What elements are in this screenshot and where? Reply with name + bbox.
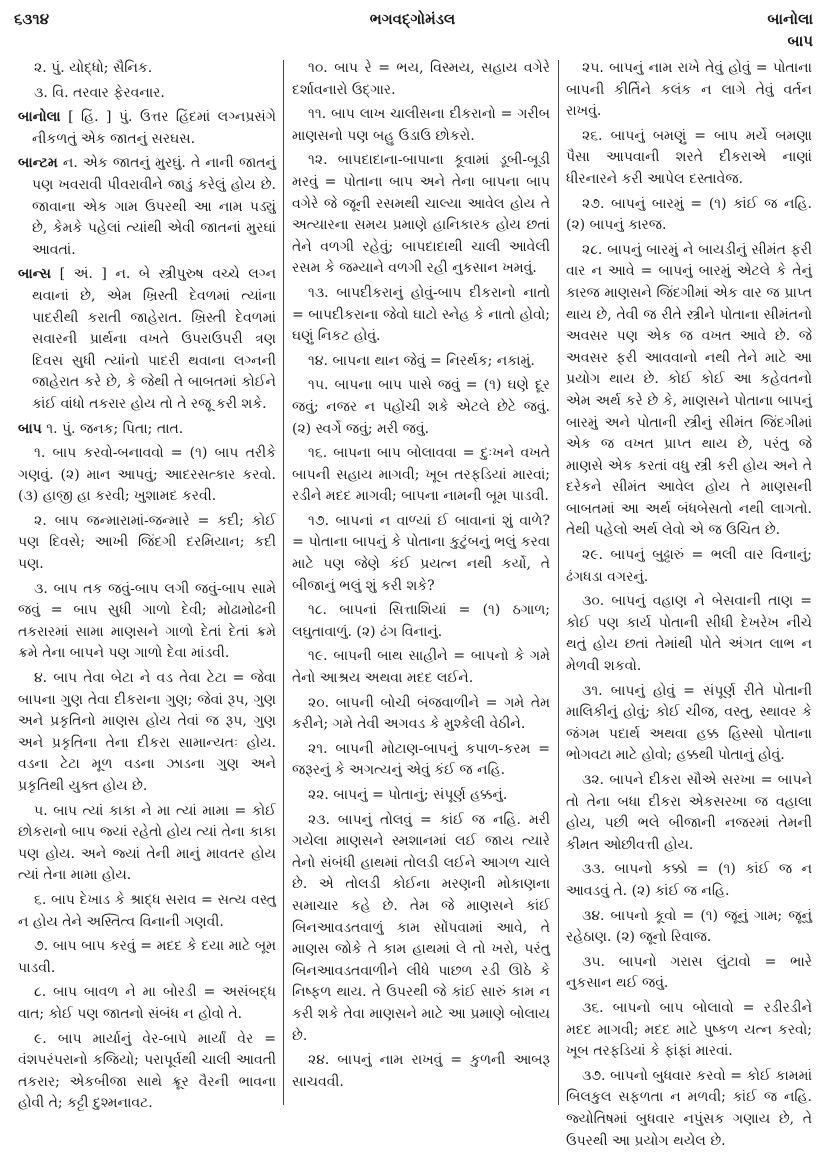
entry-text: ૩૨. બાપને દીકરા સૌએ સરખા = બાપને તો તેના બધા દીકરા એકસરખા જ વહાલા હોય, પછી ભલે બીજાની નજરમાં તેમની કીમત ઓછીવત્તી હોય.	[566, 772, 812, 853]
entry-text: ૧૨. બાપદાદાના-બાપાના કૂવામાં ડૂબી-બૂડી મરવું = પોતાના બાપ અને તેના બાપના બાપ વગેરે જે જૂની રસમથી ચાલ્યા આવેલ હોય તે અત્યારના સમય પ્રમાણે હાનિકારક હોય છતાં તેને વળગી રહેવું; બાપદાદાથી ચાલી આવેલી રસમ કે જમ્યાને વળગી રહી નુકસાન ખમવું.	[292, 152, 550, 277]
entry-text: ૨૩. બાપનું તોલવું = કાંઈ જ નહિ. મરી ગયેલા માણસને સ્મશાનમાં લઈ જાય ત્યારે તેનો સંબંધી હાથમાં તોલડી લઈને આગળ ચાલે છે. એ તોલડી કોઈના મરણની મોકાણના સમાચાર કહે છે. તેમ જે માણસને કાંઈ બિનઆવડતવાળું કામ સોંપવામાં આવે, તે માણસ જોકે તે કામ હાથમાં લે તો ખરો, પરંતુ બિનઆવડતવાળીને લીધે પાછળ રડી ઊઠે કે નિષ્ફળ થાય. તે ઉપરથી જે કાંઈ સારું કામ ન કરી શકે તેવા માણસને માટે આ પ્રમાણે બોલાય છે.	[292, 811, 550, 1044]
entry-text: ૯. બાપ માર્યાનું વેર-બાપે માર્યાં વેર = વંશપરંપરાનો કજિયો; પરાપૂર્વથી ચાલી આવતી તકરાર; એકબીજા સાથે ક્રૂર વૈરની ભાવના હોવી તે; કટ્ટી દુશ્મનાવટ.	[18, 1030, 276, 1112]
entry-text: ૧૭. બાપનાં ન વાળ્યાં ઈ બાવાનાં શું વાળે? = પોતાના બાપનું કે પોતાના કુટુંબનું ભલું કરવા માટે પણ જેણે કંઈ પ્રયત્ન નથી કર્યો, તે બીજાનું ભલું શું કરી શકે?	[292, 512, 550, 594]
entry-text: ૩૧. બાપનું હોવું = સંપૂર્ણ રીતે પોતાની માલિકીનું હોવું; કોઈ ચીજ, વસ્તુ, સ્થાવર કે જંગમ પદાર્થ અથવા હક્ક હિસ્સો પોતાના ભોગવટા માટે હોવો; હક્કથી પોતાનું હોવું.	[566, 682, 812, 764]
entry-text: ૨૧. બાપની મોટાણ-બાપનું કપાળ-કરમ = જરૂરનું કે અગત્યનું એવું કંઈ જ નહિ.	[292, 740, 550, 779]
entry-headword: બાન્ટમ	[18, 155, 58, 172]
idiom-entry	[566, 58, 812, 123]
idiom-entry	[18, 936, 276, 979]
entry-text: ૨. બાપ જન્મારામાં-જન્મારે = કદી; કોઈ પણ દિવસે; આખી જિંદગી દરમિયાન; કદી પણ.	[18, 512, 276, 573]
idiom-entry	[292, 810, 550, 1048]
idiom-entry	[566, 126, 812, 191]
entry-text: ૧૪. બાપના થાન જેવું = નિરર્થક; નકામું.	[308, 352, 535, 369]
entry-text: ૩૩. બાપનો કક્કો = (૧) કાંઈ જ ન આવડવું તે. (૨) કાંઈ જ નહિ.	[566, 861, 812, 899]
idiom-entry	[292, 600, 550, 643]
idiom-entry	[566, 591, 812, 677]
entry-text: ૩૫. બાપનો ગરાસ લુંટાવો = ભારે નુકસાન થઈ જવું.	[566, 953, 812, 992]
entry-text: ૩૦. બાપનું વહાણ ને બેસવાની તાણ = કોઈ પણ કાર્ય પોતાની સીધી દેખરેખ નીચે થતું હોય છતાં તેમાંથી પોતે અંગત લાભ ન મેળવી શકવો.	[566, 593, 812, 675]
entry-text: ૩૪. બાપનો કૂવો = (૧) જૂનું ગામ; જૂનું રહેઠાણ. (૨) જૂનો રિવાજ.	[566, 907, 812, 946]
entry-text: ૪. બાપ તેવા બેટા ને વડ તેવા ટેટા = જેવા બાપના ગુણ તેવા દીકરાના ગુણ; જેવાં રૂપ, ગુણ અને પ્રકૃતિનો માણસ હોય તેવાં જ રૂપ, ગુણ અને પ્રકૃતિના તેના દીકરા સામાન્યતઃ હોય. વડના ટેટા મૂળ વડના ઝાડના ગુણ અને પ્રકૃતિથી યુક્ત હોય છે.	[18, 670, 276, 794]
idiom-entry	[292, 739, 550, 782]
idiom-entry	[566, 545, 812, 588]
entry-text: ૩૬. બાપનો બાપ બોલાવો = રડીરડીને મદદ માગવી; મદદ માટે પુષ્કળ યત્ન કરવો; ખૂબ તરફડિયાં કે ફાંફાં મારવાં.	[566, 999, 812, 1060]
idiom-entry	[292, 58, 550, 101]
entry-text: ન. એક જાતનું મુરઘું. તે નાની જાતનું પણ ખવરાવી પીવરાવીને જાડું કરેલું હોય છે. જાવાના એક ગામ ઉપરથી આ નામ પડ્યું છે, કેમકે પહેલાં ત્યાંથી એવી જાતનાં મુરઘાં આવતાં.	[32, 155, 276, 258]
entry-text: ૩૭. બાપનો બુધવાર કરવો = કોઈ કામમાં બિલકુલ સફળતા ન મળવી; કાંઈ જ નહિ. જ્યોતિષમાં બુધવાર નપુંસક ગણાય છે, તે ઉપરથી આ પ્રયોગ થયેલ છે.	[566, 1067, 812, 1149]
entry-text: ૧૦. બાપ રે = ભય, વિસ્મય, સહાય વગેરે દર્શાવનારો ઉદ્ગાર.	[292, 60, 550, 98]
idiom-entry	[292, 283, 550, 348]
entry-headword: બાપ	[18, 420, 42, 437]
idiom-entry	[566, 681, 812, 767]
column-divider	[558, 60, 559, 1105]
idiom-entry	[566, 770, 812, 856]
column-middle	[292, 58, 550, 1096]
guide-word-last: બાપ	[787, 32, 813, 50]
column-right	[566, 58, 812, 1155]
page-number: ૬૩૧૪	[14, 10, 50, 28]
idiom-entry	[18, 668, 276, 798]
column-left	[18, 58, 276, 1118]
entry-text: ૨૭. બાપનું બારમું = (૧) કાંઈ જ નહિ. (૨) બાપનું કારજ.	[566, 195, 812, 234]
dictionary-entry	[18, 419, 276, 441]
dictionary-entry	[18, 107, 276, 150]
idiom-entry	[566, 240, 812, 542]
entry-text: ૧૮. બાપનાં સિત્તાશિયાં = (૧) ઠગાળ; લઘુતાવાળું. (૨) ઢંગ વિનાનું.	[292, 602, 550, 640]
idiom-entry	[292, 104, 550, 147]
idiom-entry	[18, 83, 276, 105]
entry-text: ૨૦. બાપની બોચી બંજવાળીને = ગમે તેમ કરીને; ગમે તેવી અગવડ કે મુશ્કેલી વેઠીને.	[292, 694, 550, 733]
entry-text: ૨૯. બાપનું બુઢ્ઢારું = ભલી વાર વિનાનું; ઢંગધડા વગરનું.	[566, 547, 812, 585]
idiom-entry	[292, 351, 550, 373]
idiom-entry	[566, 1066, 812, 1152]
idiom-entry	[292, 785, 550, 807]
idiom-entry	[18, 1029, 276, 1115]
entry-text: ૬. બાપ દેખાડ કે શ્રાદ્ધ સરાવ = સત્ય વસ્તુ ન હોય તેને અસ્તિત્વ વિનાની ગણવી.	[18, 891, 276, 930]
dictionary-entry	[18, 264, 276, 415]
entry-text: ૧૧. બાપ લાખ ચાલીસના દીકરાનો = ગરીબ માણસનો પણ બહુ ઉડાઉ છોકરો.	[292, 106, 550, 144]
idiom-entry	[18, 579, 276, 665]
entry-text: ૩. બાપ તક જવું-બાપ લગી જવું-બાપ સામે જવું = બાપ સુધી ગાળો દેવી; મોઢામોઢની તકરારમાં સામા માણસને ગાળો દેતાં દેતાં ક્રમે ક્રમે તેના બાપને પણ ગાળો દેવા માંડવી.	[18, 580, 276, 662]
idiom-entry	[292, 646, 550, 689]
idiom-entry	[18, 890, 276, 933]
idiom-entry	[566, 952, 812, 995]
idiom-entry	[18, 443, 276, 508]
entry-text: ૧. પું. જનક; પિતા; તાત.	[41, 420, 184, 437]
entry-text: [ હિં. ] પું. ઉત્તર હિંદમાં લગ્નપ્રસંગે નીકળતું એક જાતનું સરઘસ.	[32, 109, 276, 147]
idiom-entry	[18, 511, 276, 576]
entry-text: ૩. વિ. તરવાર ફેરવનાર.	[34, 84, 165, 101]
entry-text: ૧૫. બાપના બાપ પાસે જવું = (૧) ઘણે દૂર જવું; નજર ન પહોંચી શકે એટલે છેટે જવું. (૨) સ્વર્ગે જવું; મરી જવું.	[292, 377, 550, 437]
entry-text: ૭. બાપ બાપ કરવું = મદદ કે દયા માટે બૂમ પાડવી.	[18, 938, 276, 976]
entry-text: ૫. બાપ ત્યાં કાકા ને મા ત્યાં મામા = કોઈ છોકરાનો બાપ જ્યાં રહેતો હોય ત્યાં તેના કાકા પણ હોય. અને જ્યાં તેની માનું માવતર હોય ત્યાં તેના મામા હોય.	[18, 802, 276, 884]
idiom-entry	[292, 693, 550, 736]
entry-text: ૨૪. બાપનું નામ રાખવું = કુળની આબરૂ સાચવવી.	[292, 1052, 550, 1090]
idiom-entry	[18, 801, 276, 887]
guide-word-first: બાનોલા	[767, 10, 813, 28]
idiom-entry	[292, 511, 550, 597]
dictionary-entry	[18, 153, 276, 261]
entry-text: ૨૫. બાપનું નામ રાખે તેવું હોવું = પોતાના બાપની કીર્તિને કલંક ન લાગે તેવું વર્તન રાખવું.	[566, 60, 812, 120]
entry-text: ૨. પું. યોદ્ધો; સૈનિક.	[34, 60, 153, 76]
idiom-entry	[18, 982, 276, 1025]
entry-text: ૧૬. બાપના બાપ બોલાવવા = દુઃખને વખતે બાપની સહાય માગવી; ખૂબ તરફડિયાં મારવાં; રડીને મદદ માગવી; બાપના નામની બૂમ પાડવી.	[292, 445, 550, 505]
idiom-entry	[566, 194, 812, 237]
column-divider	[283, 60, 284, 1105]
idiom-entry	[292, 443, 550, 508]
entry-text: [ અં. ] ન. બે સ્ત્રીપુરુષ વચ્ચે લગ્ન થવાનાં છે, એમ ખ્રિસ્તી દેવળમાં ત્યાંના પાદરીથી કરાતી જાહેરાત. ખ્રિસ્તી દેવળમાં સવારની પ્રાર્થના વખતે ઉપરાઉપરી ત્રણ દિવસ સુધી ત્યાંનો પાદરી થવાના લગ્નની જાહેરાત કરે છે, કે જેથી તે બાબતમાં કોઈને કાંઈ વાંધો તકરાર હોય તો તે રજૂ કરી શકે.	[32, 266, 276, 412]
idiom-entry	[566, 859, 812, 902]
running-title: ભગવદ્ગોમંડલ	[369, 10, 456, 28]
entry-headword: બાનોલા	[18, 109, 61, 126]
entry-text: ૨૨. બાપનું = પોતાનું; સંપૂર્ણ હક્કનું.	[308, 787, 508, 803]
idiom-entry	[292, 375, 550, 440]
entry-text: ૧. બાપ કરવો-બનાવવો = (૧) બાપ તરીકે ગણવું. (૨) માન આપવું; આદરસત્કાર કરવો. (૩) હાજી હા કરવી; ખુશામદ કરવી.	[18, 445, 276, 505]
idiom-entry	[292, 150, 550, 280]
entry-text: ૮. બાપ બાવળ ને મા બોરડી = અસંબદ્ધ વાત; કોઈ પણ જાતનો સંબંધ ન હોવો તે.	[18, 984, 276, 1022]
idiom-entry	[18, 58, 276, 80]
entry-text: ૨૬. બાપનું બમણું = બાપ મર્યે બમણા પૈસા આપવાની શરતે દીકરાએ નાણાં ધીરનારને કરી આપેલ દસ્તાવેજ.	[566, 127, 812, 187]
entry-headword: બાન્સ	[18, 266, 52, 283]
entry-text: ૧૩. બાપદીકરાનું હોવું-બાપ દીકરાનો નાતો = બાપદીકરાના જેવો ઘાટો સ્નેહ કે નાતો હોવો; ઘણું નિકટ હોવું.	[292, 284, 550, 345]
idiom-entry	[566, 998, 812, 1063]
idiom-entry	[292, 1050, 550, 1093]
entry-text: ૨૮. બાપનું બારમું ને બાયડીનું સીમંત ફરી વાર ન આવે = બાપનું બારમું એટલે કે તેનું કારજ માણસને જિંદગીમાં એક વાર જ પ્રાપ્ત થાય છે, તેવી જ રીતે સ્ત્રીને પોતાના સીમંતનો અવસર પણ એક જ વખત આવે છે. જે અવસર ફરી આવવાનો નથી તેને માટે આ પ્રયોગ થાય છે. કોઈ કોઈ આ કહેવતનો એમ અર્થ કરે છે કે, માણસને પોતાના બાપનું બારમું અને પોતાની સ્ત્રીનું સીમંત જિંદગીમાં એક જ વખત પ્રાપ્ત થાય છે, પરંતુ જે માણસે એક કરતાં વધુ સ્ત્રી કરી હોય અને તે દરેકને સીમંત આવેલ હોય તે માણસની બાબતમાં આ અર્થ બંધબેસતો નથી લાગતો. તેથી પહેલો અર્થ લેવો એ જ ઉચિત છે.	[566, 241, 812, 539]
idiom-entry	[566, 906, 812, 949]
entry-text: ૧૯. બાપની બાથ સાહીને = બાપનો કે ગમે તેનો આશ્રય અથવા મદદ લઈને.	[292, 648, 550, 687]
